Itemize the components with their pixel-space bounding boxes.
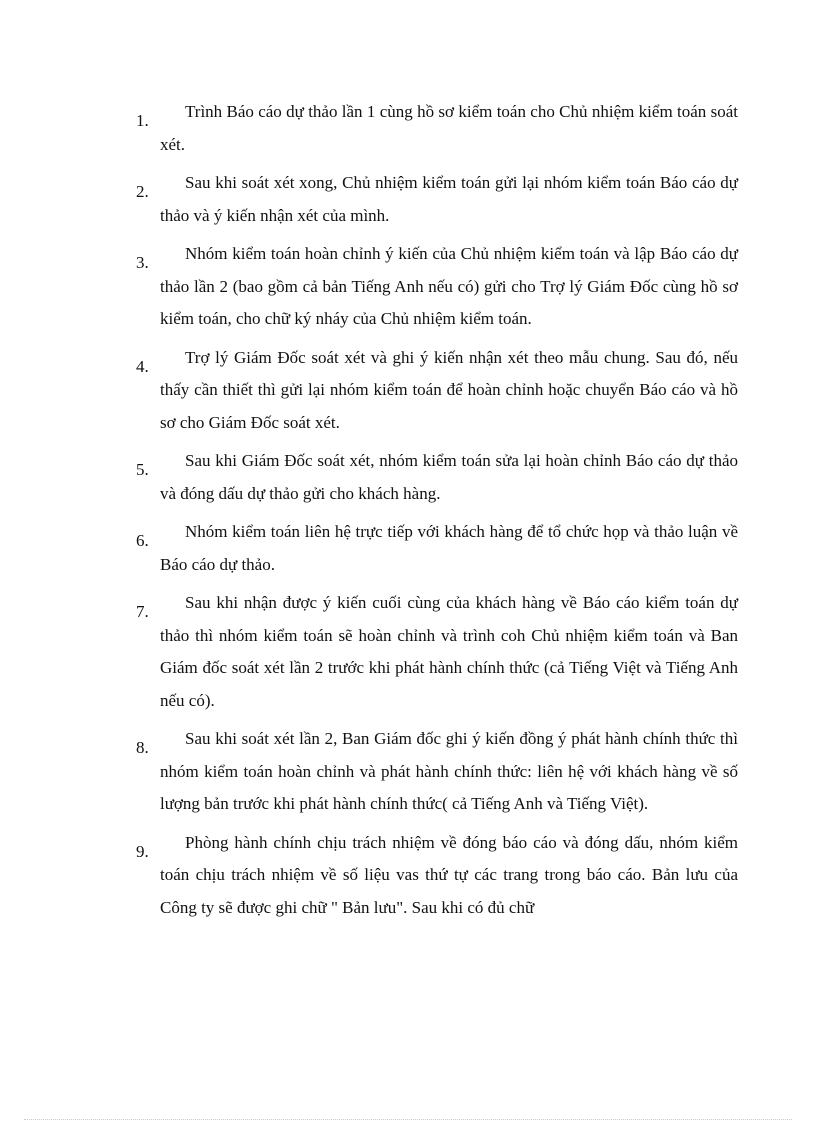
- list-item: [136, 238, 738, 336]
- item-text: Phòng hành chính chịu trách nhiệm về đóng báo cáo và đóng dấu, nhóm kiểm toán chịu trách nhiệm về số liệu vas thứ tự các trang trong báo cáo. Bản lưu của Công ty sẽ được ghi chữ " Bản lưu". Sau khi có đủ chữ: [160, 832, 738, 917]
- item-text: Sau khi soát xét lần 2, Ban Giám đốc ghi ý kiến đồng ý phát hành chính thức thì nhóm kiểm toán hoàn chỉnh và phát hành chính thức: liên hệ với khách hàng về số lượng bản trước khi phát hành chính thức( cả Tiếng Anh và Tiếng Việt).: [160, 729, 738, 813]
- procedure-list: [136, 96, 738, 930]
- list-item: [136, 516, 738, 581]
- page-bottom-divider: [24, 1119, 792, 1120]
- list-item: [136, 167, 738, 232]
- list-item: [136, 587, 738, 717]
- item-number: 1.: [136, 111, 149, 130]
- item-number: 4.: [136, 356, 149, 376]
- item-number: 3.: [136, 253, 149, 272]
- item-text: Trình Báo cáo dự thảo lần 1 cùng hồ sơ kiểm toán cho Chủ nhiệm kiểm toán soát xét.: [160, 102, 738, 154]
- item-text: Trợ lý Giám Đốc soát xét và ghi ý kiến nhận xét theo mẫu chung. Sau đó, nếu thấy cần thiết thì gửi lại nhóm kiểm toán để hoàn chỉnh hoặc chuyển Báo cáo và hồ sơ cho Giám Đốc soát xét.: [160, 347, 738, 432]
- item-text: Sau khi soát xét xong, Chủ nhiệm kiểm toán gửi lại nhóm kiểm toán Báo cáo dự thảo và ý kiến nhận xét của mình.: [160, 173, 738, 225]
- item-number: 7.: [136, 602, 149, 621]
- item-number: 9.: [136, 841, 149, 861]
- item-number: 5.: [136, 460, 149, 479]
- item-text: Sau khi Giám Đốc soát xét, nhóm kiểm toán sửa lại hoàn chỉnh Báo cáo dự thảo và đóng dấu dự thảo gửi cho khách hàng.: [160, 451, 738, 503]
- item-number: 8.: [136, 738, 149, 757]
- list-item: [136, 445, 738, 510]
- list-item: [136, 827, 738, 925]
- item-number: 2.: [136, 182, 149, 201]
- item-text: Nhóm kiểm toán liên hệ trực tiếp với khách hàng để tổ chức họp và thảo luận về Báo cáo dự thảo.: [160, 522, 738, 574]
- list-item: [136, 723, 738, 821]
- list-item: [136, 342, 738, 440]
- item-text: Nhóm kiểm toán hoàn chỉnh ý kiến của Chủ nhiệm kiểm toán và lập Báo cáo dự thảo lần 2 (bao gồm cả bản Tiếng Anh nếu có) gửi cho Trợ lý Giám Đốc cùng hồ sơ kiểm toán, cho chữ ký nháy của Chủ nhiệm kiểm toán.: [160, 244, 738, 328]
- item-text: Sau khi nhận được ý kiến cuối cùng của khách hàng về Báo cáo kiểm toán dự thảo thì nhóm kiểm toán sẽ hoàn chỉnh và trình coh Chủ nhiệm kiểm toán và Ban Giám đốc soát xét lần 2 trước khi phát hành chính thức (cả Tiếng Việt và Tiếng Anh nếu có).: [160, 593, 738, 710]
- item-number: 6.: [136, 531, 149, 550]
- list-item: [136, 96, 738, 161]
